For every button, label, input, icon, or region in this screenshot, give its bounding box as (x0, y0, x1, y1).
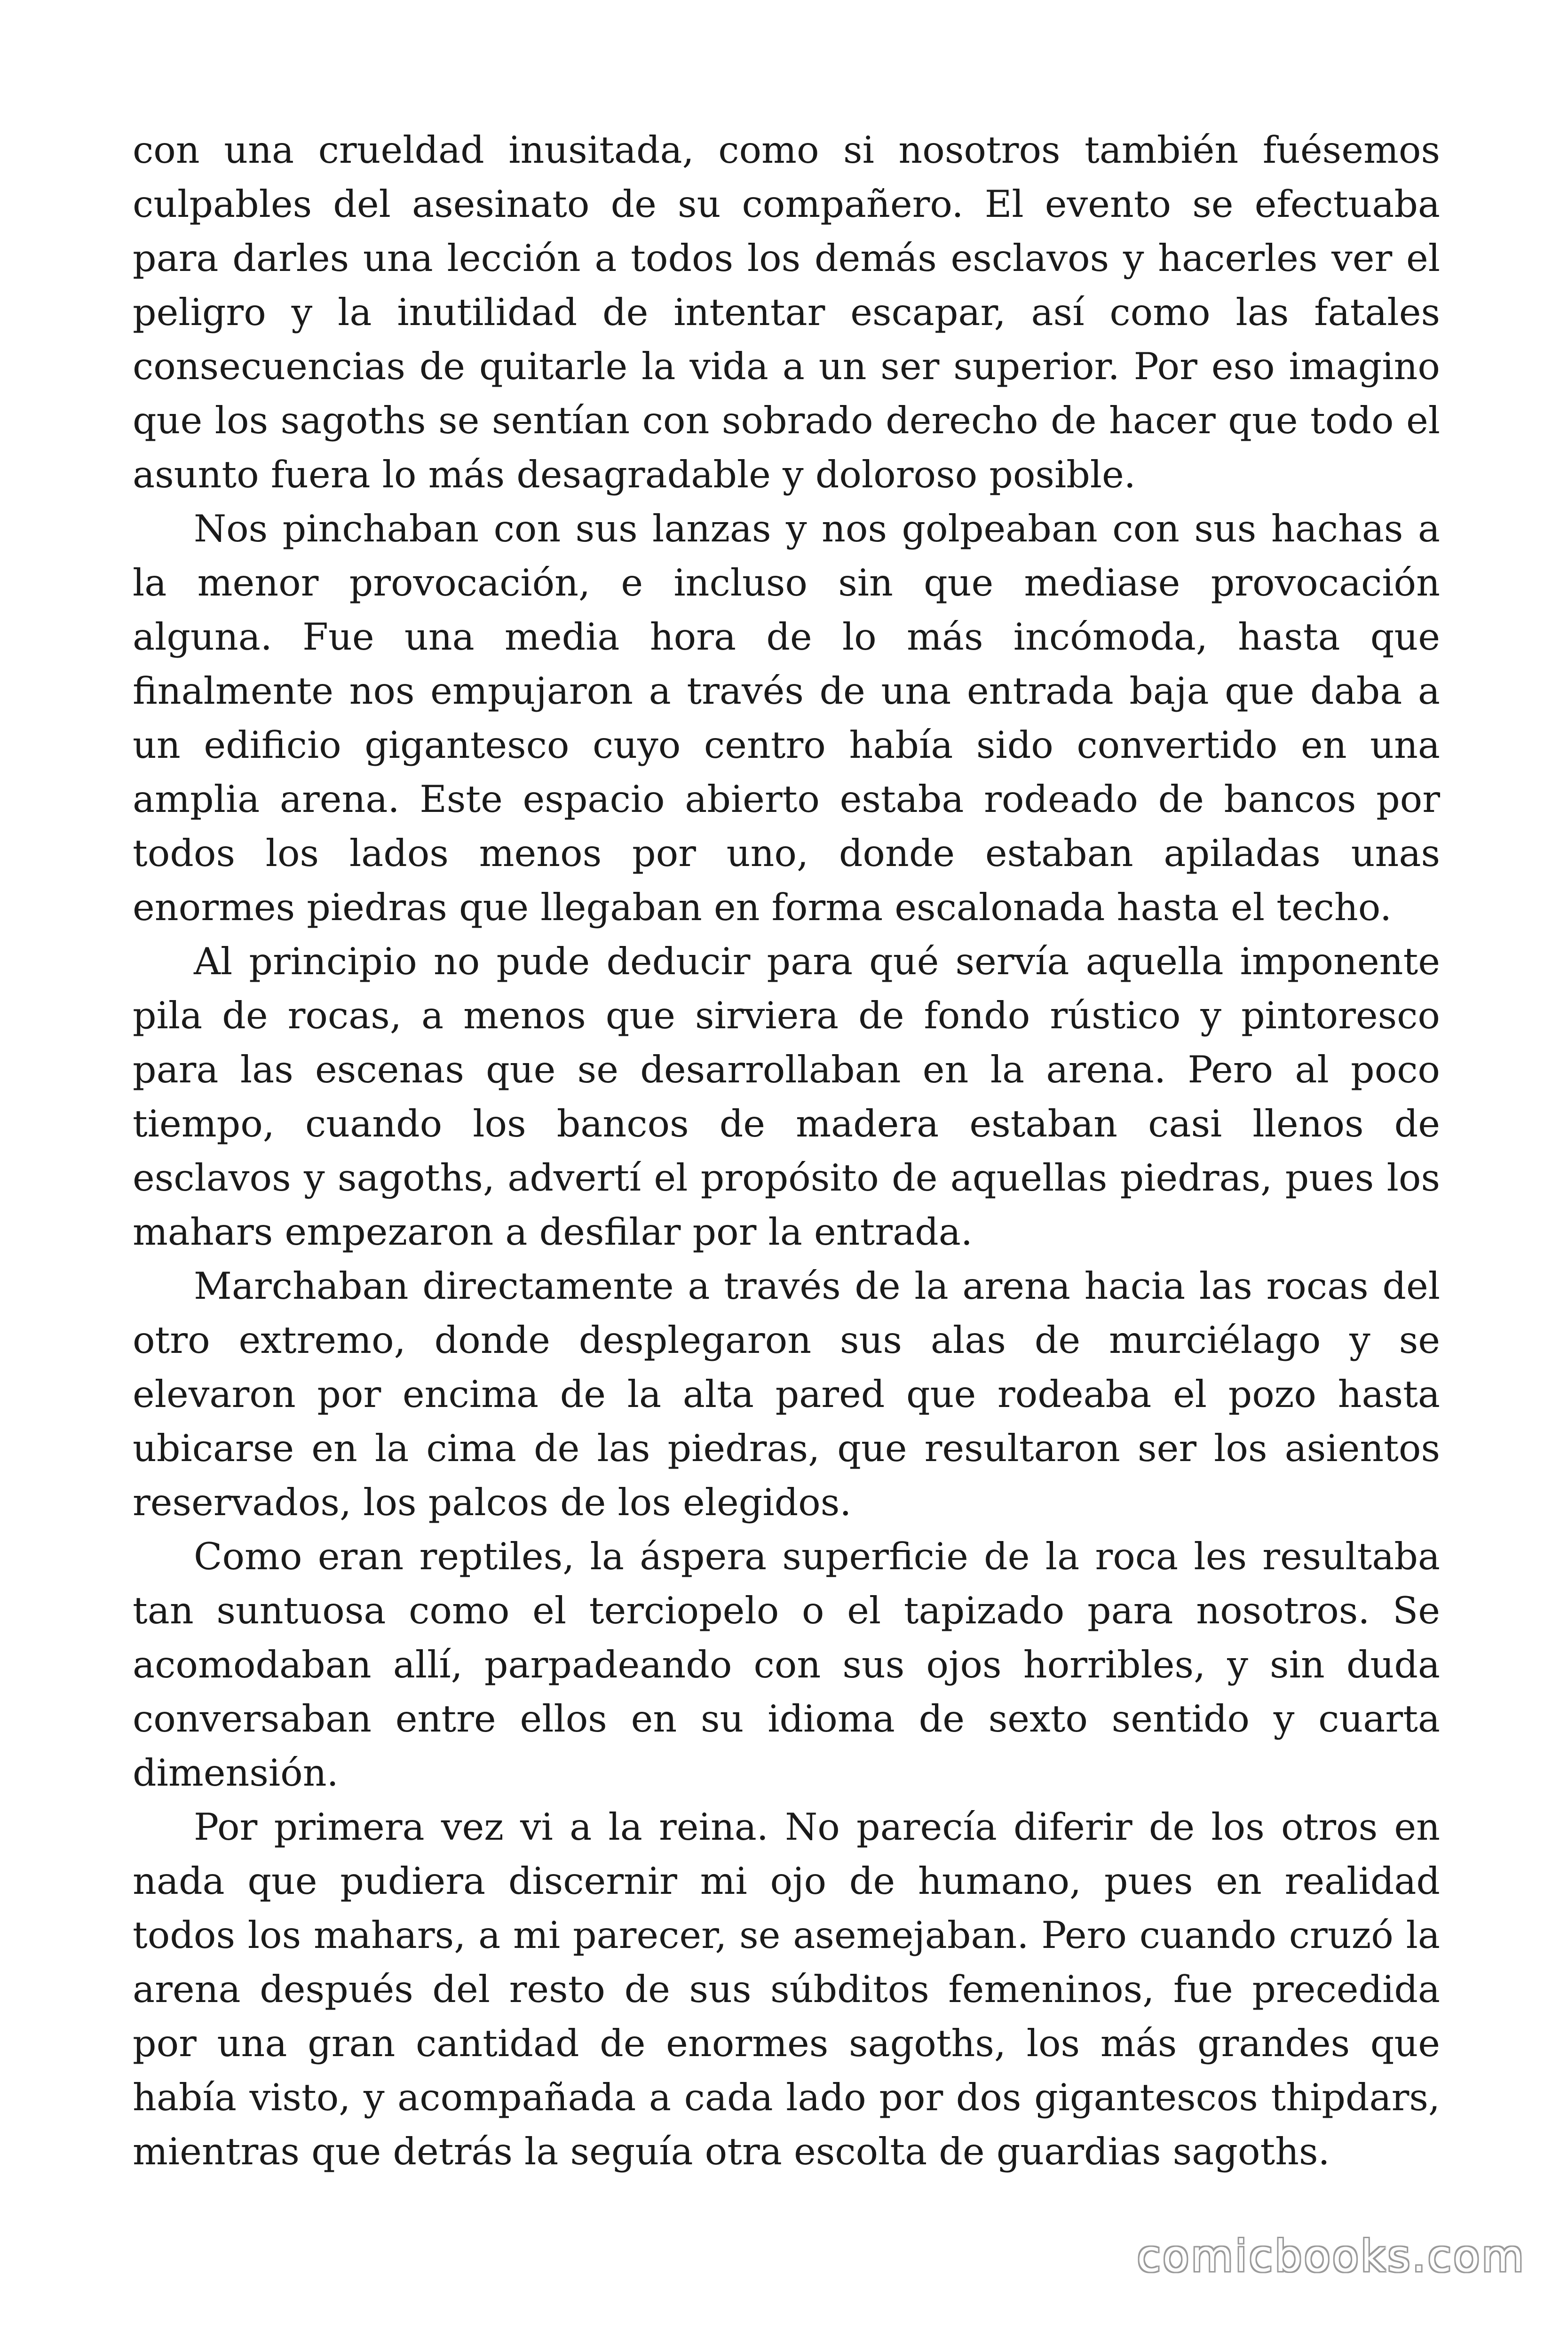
paragraph-1: con una crueldad inusitada, como si nosotros también fuésemos culpables del asesinato de su compañero. El evento se efectuaba para darles una lección a todos los demás esclavos y hacerles ver el peligro y la inutilidad de intentar escapar, así como las fatales consecuencias de quitarle la vida a un ser superior. Por eso imagino que los sagoths se sentían con sobrado derecho de hacer que todo el asunto fuera lo más desagradable y doloroso posible. (133, 128, 1440, 496)
paragraph-5: Como eran reptiles, la áspera superficie de la roca les resultaba tan suntuosa como el terciopelo o el tapizado para nosotros. Se acomodaban allí, parpadeando con sus ojos horribles, y sin duda conversaban entre ellos en su idioma de sexto sentido y cuarta dimensión. (133, 1535, 1440, 1795)
paragraph-6: Por primera vez vi a la reina. No parecía diferir de los otros en nada que pudiera discernir mi ojo de humano, pues en realidad todos los mahars, a mi parecer, se asemejaban. Pero cuando cruzó la arena después del resto de sus súbditos femeninos, fue precedida por una gran cantidad de enormes sagoths, los más grandes que había visto, y acompañada a cada lado por dos gigantescos thipdars, mientras que detrás la seguía otra escolta de guardias sagoths. (133, 1805, 1440, 2173)
paragraph-2: Nos pinchaban con sus lanzas y nos golpeaban con sus hachas a la menor provocación, e incluso sin que mediase provocación alguna. Fue una media hora de lo más incómoda, hasta que finalmente nos empujaron a través de una entrada baja que daba a un edificio gigantesco cuyo centro había sido convertido en una amplia arena. Este espacio abierto estaba rodeado de bancos por todos los lados menos por uno, donde estaban apiladas unas enormes piedras que llegaban en forma escalonada hasta el techo. (133, 507, 1440, 929)
paragraph-4: Marchaban directamente a través de la arena hacia las rocas del otro extremo, donde desplegaron sus alas de murciélago y se elevaron por encima de la alta pared que rodeaba el pozo hasta ubicarse en la cima de las piedras, que resultaron ser los asientos reservados, los palcos de los elegidos. (133, 1264, 1440, 1524)
body-text (133, 123, 1440, 2179)
paragraph-3: Al principio no pude deducir para qué servía aquella imponente pila de rocas, a menos que sirviera de fondo rústico y pintoresco para las escenas que se desarrollaban en la arena. Pero al poco tiempo, cuando los bancos de madera estaban casi llenos de esclavos y sagoths, advertí el propósito de aquellas piedras, pues los mahars empezaron a desfilar por la entrada. (133, 940, 1440, 1254)
watermark-logo: comicbooks.com (1137, 2231, 1526, 2281)
